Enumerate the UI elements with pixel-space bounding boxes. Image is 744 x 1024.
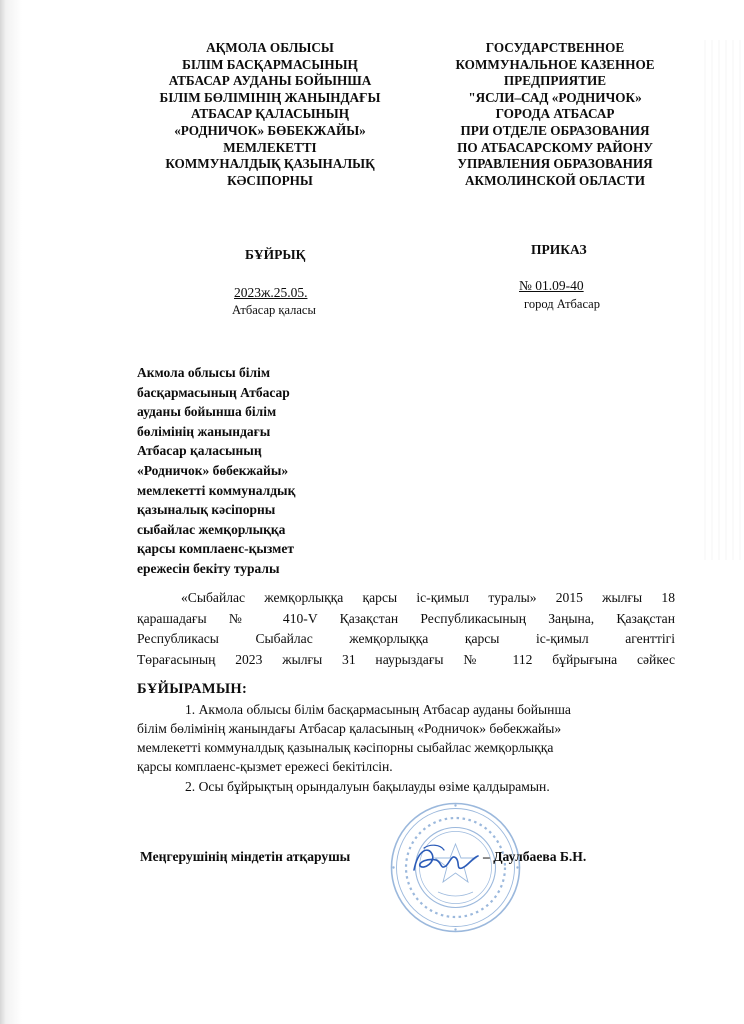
header-kz-line: БІЛІМ БАСҚАРМАСЫНЫҢ: [182, 56, 358, 72]
legal-basis-paragraph: [137, 588, 675, 670]
scan-noise-right: [704, 40, 744, 560]
basis-line: қарашадағы № 410-V Қазақстан Республикасының Заңына, Қазақстан: [137, 610, 675, 626]
subject-line: «Родничок» бөбекжайы»: [137, 462, 289, 478]
subject-line: сыбайлас жемқорлыққа: [137, 521, 286, 537]
order-item-1: [137, 700, 677, 776]
subject-line: басқармасының Атбасар: [137, 384, 290, 400]
subject-line: Акмола облысы білім: [137, 365, 271, 380]
signer-position: Меңгерушінің міндетін атқарушы: [140, 849, 351, 864]
order-date: 2023ж.25.05.: [234, 285, 308, 300]
header-kazakh: [120, 40, 420, 189]
subject-line: қазыналық кәсіпорны: [137, 502, 276, 518]
header-ru-line: УПРАВЛЕНИЯ ОБРАЗОВАНИЯ: [457, 156, 653, 172]
doc-title-russian: ПРИКАЗ: [531, 242, 587, 257]
item-line: қарсы комплаенс-қызмет ережесі бекітілсін.: [137, 759, 393, 774]
header-kz-line: КОММУНАЛДЫҚ ҚАЗЫНАЛЫҚ: [165, 156, 375, 172]
header-ru-line: "ЯСЛИ–САД «РОДНИЧОК»: [468, 89, 642, 105]
order-number: № 01.09-40: [519, 278, 584, 293]
item-line: 1. Акмола облысы білім басқармасының Атбасар ауданы бойынша: [185, 702, 571, 717]
subject-line: ережесін бекіту туралы: [137, 560, 280, 576]
place-russian: город Атбасар: [524, 297, 600, 311]
item-line: білім бөлімінің жанындағы Атбасар қаласының «Родничок» бөбекжайы»: [137, 721, 562, 736]
subject-line: Атбасар қаласының: [137, 443, 262, 459]
header-russian: [420, 40, 690, 189]
header-ru-line: ПО АТБАСАРСКОМУ РАЙОНУ: [457, 139, 653, 155]
order-directive: БҰЙЫРАМЫН:: [137, 681, 248, 697]
item-line: мемлекетті коммуналдық қазыналық кәсіпорны сыбайлас жемқорлыққа: [137, 740, 554, 755]
header-kz-line: «РОДНИЧОК» БӨБЕКЖАЙЫ»: [174, 122, 366, 138]
subject-line: қарсы комплаенс-қызмет: [137, 541, 294, 557]
subject-line: ауданы бойынша білім: [137, 404, 277, 420]
scan-shadow-left: [0, 0, 22, 1024]
header-ru-line: ГОРОДА АТБАСАР: [495, 106, 615, 122]
header-ru-line: АКМОЛИНСКОЙ ОБЛАСТИ: [465, 172, 645, 188]
basis-line: Республикасы Сыбайлас жемқорлыққа қарсы іс-қимыл агенттігі: [137, 631, 675, 647]
header-kz-line: АҚМОЛА ОБЛЫСЫ: [206, 40, 334, 55]
item-line: 2. Осы бұйрықтың орындалуын бақылауды өзіме қалдырамын.: [185, 779, 550, 794]
header-kz-line: КӘСІПОРНЫ: [227, 172, 313, 188]
signer-name: – Даулбаева Б.Н.: [483, 849, 587, 864]
header-ru-line: ГОСУДАРСТВЕННОЕ: [485, 40, 625, 55]
header-kz-line: АТБАСАР АУДАНЫ БОЙЫНША: [168, 73, 372, 89]
order-item-2: [137, 777, 677, 796]
order-subject: [137, 363, 377, 579]
header-kz-line: БІЛІМ БӨЛІМІНІҢ ЖАНЫНДАҒЫ: [159, 89, 381, 105]
place-kazakh: Атбасар қаласы: [232, 303, 316, 317]
subject-line: мемлекетті коммуналдық: [137, 482, 296, 498]
basis-line: «Сыбайлас жемқорлыққа қарсы іс-қимыл туралы» 2015 жылғы 18: [181, 590, 675, 605]
basis-line: Төрағасының 2023 жылғы 31 наурыздағы № 112 бұйрығына сәйкес: [137, 651, 675, 667]
header-ru-line: ПРЕДПРИЯТИЕ: [503, 73, 607, 89]
header-ru-line: ПРИ ОТДЕЛЕ ОБРАЗОВАНИЯ: [460, 122, 650, 138]
header-kz-line: МЕМЛЕКЕТТІ: [223, 139, 317, 155]
doc-title-kazakh: БҰЙРЫҚ: [245, 247, 306, 262]
handwritten-signature: [410, 840, 482, 880]
header-ru-line: КОММУНАЛЬНОЕ КАЗЕННОЕ: [455, 56, 655, 72]
subject-line: бөлімінің жанындағы: [137, 423, 271, 439]
header-kz-line: АТБАСАР ҚАЛАСЫНЫҢ: [190, 106, 350, 122]
